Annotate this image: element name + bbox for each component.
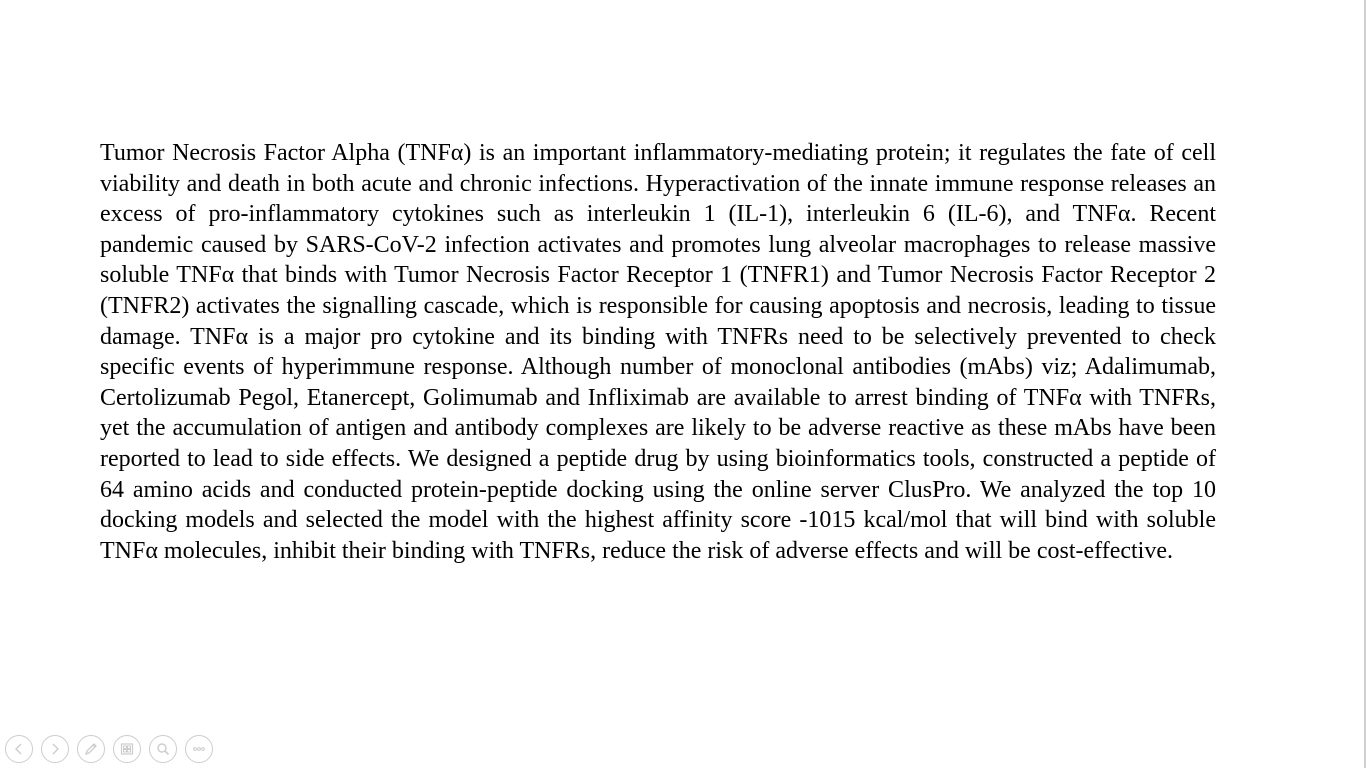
previous-slide-button[interactable] <box>5 735 33 763</box>
more-options-button[interactable] <box>185 735 213 763</box>
slide-paragraph: Tumor Necrosis Factor Alpha (TNFα) is an important inflammatory-mediating protein; it regulates the fate of cell viability and death in both acute and chronic infections. Hyperactivation of the innate immune response releases an excess of pro-inflammatory cytokines such as interleukin 1 (IL-1), interleukin 6 (IL-6), and TNFα. Recent pandemic caused by SARS-CoV-2 infection activates and promotes lung alveolar macrophages to release massive soluble TNFα that binds with Tumor Necrosis Factor Receptor 1 (TNFR1) and Tumor Necrosis Factor Receptor 2 (TNFR2) activates the signalling cascade, which is responsible for causing apoptosis and necrosis, leading to tissue damage. TNFα is a major pro cytokine and its binding with TNFRs need to be selectively prevented to check specific events of hyperimmune response. Although number of monoclonal antibodies (mAbs) viz; Adalimumab, Certolizumab Pegol, Etanercept, Golimumab and Infliximab are available to arrest binding of TNFα with TNFRs, yet the accumulation of antigen and antibody complexes are likely to be adverse reactive as these mAbs have been reported to lead to side effects. We designed a peptide drug by using bioinformatics tools, constructed a peptide of 64 amino acids and conducted protein-peptide docking using the online server ClusPro. We analyzed the top 10 docking models and selected the model with the highest affinity score -1015 kcal/mol that will bind with soluble TNFα molecules, inhibit their binding with TNFRs, reduce the risk of adverse effects and will be cost-effective. <box>100 140 1216 564</box>
zoom-button[interactable] <box>149 735 177 763</box>
see-all-slides-button[interactable] <box>113 735 141 763</box>
slides-grid-icon <box>119 741 135 757</box>
pen-icon <box>83 741 99 757</box>
previous-arrow-icon <box>11 741 27 757</box>
next-slide-button[interactable] <box>41 735 69 763</box>
zoom-icon <box>155 741 171 757</box>
slideshow-toolbar <box>5 734 213 764</box>
more-options-icon <box>191 741 207 757</box>
pen-tool-button[interactable] <box>77 735 105 763</box>
next-arrow-icon <box>47 741 63 757</box>
